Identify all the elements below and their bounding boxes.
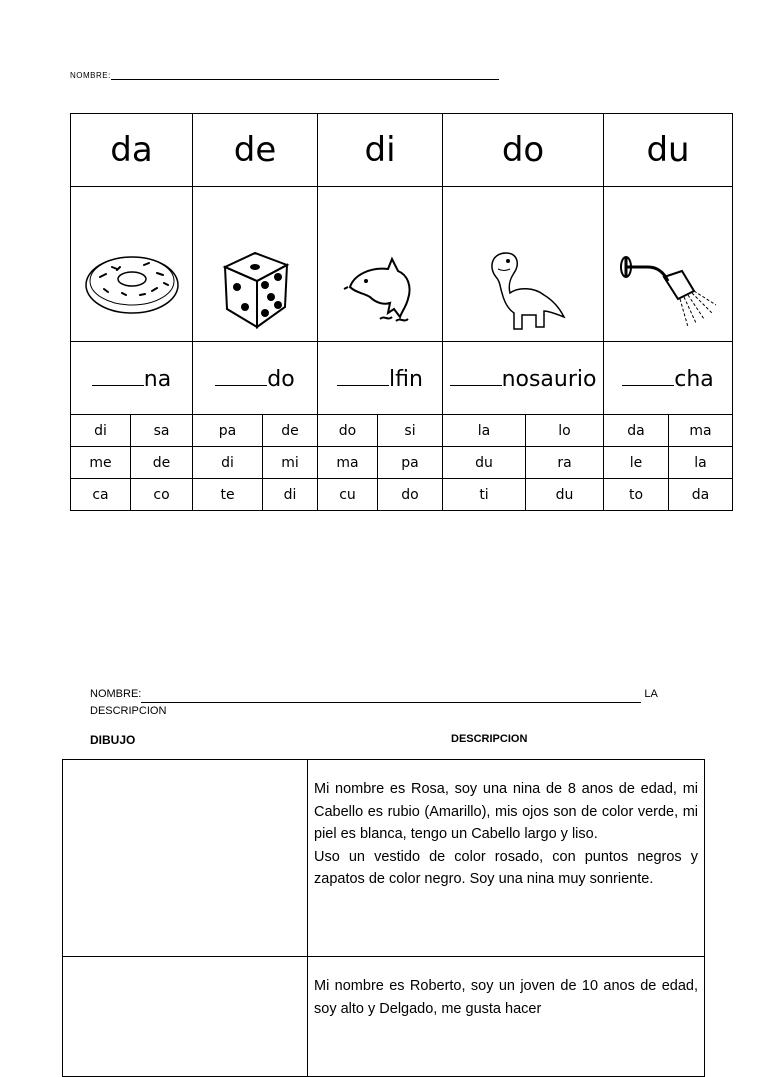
syllable-option[interactable]: di (71, 415, 131, 447)
syllable-option[interactable]: la (669, 447, 733, 479)
syllable-option[interactable]: sa (131, 415, 193, 447)
syllable-option[interactable]: de (131, 447, 193, 479)
nombre-line-2 (90, 686, 658, 720)
syllable-option[interactable]: ti (443, 479, 526, 511)
syllable-blank[interactable] (450, 365, 502, 386)
donut-icon (82, 247, 182, 317)
syllable-option[interactable]: du (526, 479, 604, 511)
syllable-option[interactable]: la (443, 415, 526, 447)
syllable-header: di (318, 114, 443, 187)
word-ending: cha (674, 366, 714, 392)
name-blank[interactable] (141, 692, 641, 703)
nombre-suffix: LA (644, 688, 658, 700)
drawing-cell[interactable] (63, 957, 308, 1077)
syllable-option[interactable]: di (193, 447, 263, 479)
dice-icon (215, 247, 295, 332)
shower-icon (618, 247, 718, 337)
syllable-option[interactable]: to (604, 479, 669, 511)
nombre-label: NOMBRE: (70, 71, 111, 80)
description-paragraph: Mi nombre es Rosa, soy una nina de 8 anos de edad, mi Cabello es rubio (Amarillo), mis ojos son de color verde, mi piel es blanca, tengo un Cabello largo y liso. (314, 781, 698, 842)
syllable-option[interactable]: do (378, 479, 443, 511)
description-paragraph: Uso un vestido de color rosado, con puntos negros y zapatos de color negro. Soy una nina muy sonriente. (314, 848, 698, 887)
word-ending: na (143, 366, 172, 392)
syllable-option[interactable]: si (378, 415, 443, 447)
word-cell (71, 342, 193, 415)
syllable-option[interactable]: do (318, 415, 378, 447)
image-cell (71, 187, 193, 342)
syllable-table (70, 113, 733, 511)
nombre-label: NOMBRE: (90, 688, 142, 700)
syllable-option[interactable]: le (604, 447, 669, 479)
syllable-blank[interactable] (215, 365, 267, 386)
word-cell (318, 342, 443, 415)
syllable-option[interactable]: du (443, 447, 526, 479)
syllable-option[interactable]: ma (669, 415, 733, 447)
descripcion-heading: DESCRIPCION (451, 733, 528, 745)
description-table (62, 759, 705, 1077)
name-blank[interactable] (111, 70, 499, 80)
syllable-option[interactable]: ca (71, 479, 131, 511)
syllable-option[interactable]: de (263, 415, 318, 447)
dolphin-icon (340, 247, 420, 327)
syllable-header: de (193, 114, 318, 187)
word-ending: lfin (389, 366, 423, 392)
word-cell (193, 342, 318, 415)
image-cell (318, 187, 443, 342)
syllable-option[interactable]: pa (193, 415, 263, 447)
syllable-option[interactable]: pa (378, 447, 443, 479)
drawing-cell[interactable] (63, 760, 308, 957)
description-cell (308, 957, 705, 1077)
word-ending: do (267, 366, 295, 392)
syllable-option[interactable]: ra (526, 447, 604, 479)
syllable-option[interactable]: me (71, 447, 131, 479)
dibujo-heading: DIBUJO (90, 733, 136, 747)
nombre-line-1 (70, 70, 499, 80)
syllable-option[interactable]: te (193, 479, 263, 511)
image-cell (604, 187, 733, 342)
syllable-blank[interactable] (622, 365, 674, 386)
dinosaur-icon (478, 247, 568, 339)
syllable-option[interactable]: cu (318, 479, 378, 511)
syllable-option[interactable]: di (263, 479, 318, 511)
description-paragraph: Mi nombre es Roberto, soy un joven de 10 anos de edad, soy alto y Delgado, me gusta hacer (314, 978, 698, 1017)
syllable-blank[interactable] (337, 365, 389, 386)
syllable-blank[interactable] (92, 365, 144, 386)
description-cell (308, 760, 705, 957)
word-ending: nosaurio (501, 366, 597, 392)
syllable-header: da (71, 114, 193, 187)
word-cell (443, 342, 604, 415)
syllable-header: du (604, 114, 733, 187)
syllable-option[interactable]: da (604, 415, 669, 447)
image-cell (193, 187, 318, 342)
syllable-option[interactable]: lo (526, 415, 604, 447)
syllable-header: do (443, 114, 604, 187)
nombre-second-line: DESCRIPCION (90, 705, 167, 717)
syllable-option[interactable]: ma (318, 447, 378, 479)
syllable-option[interactable]: mi (263, 447, 318, 479)
syllable-option[interactable]: da (669, 479, 733, 511)
syllable-option[interactable]: co (131, 479, 193, 511)
word-cell (604, 342, 733, 415)
image-cell (443, 187, 604, 342)
